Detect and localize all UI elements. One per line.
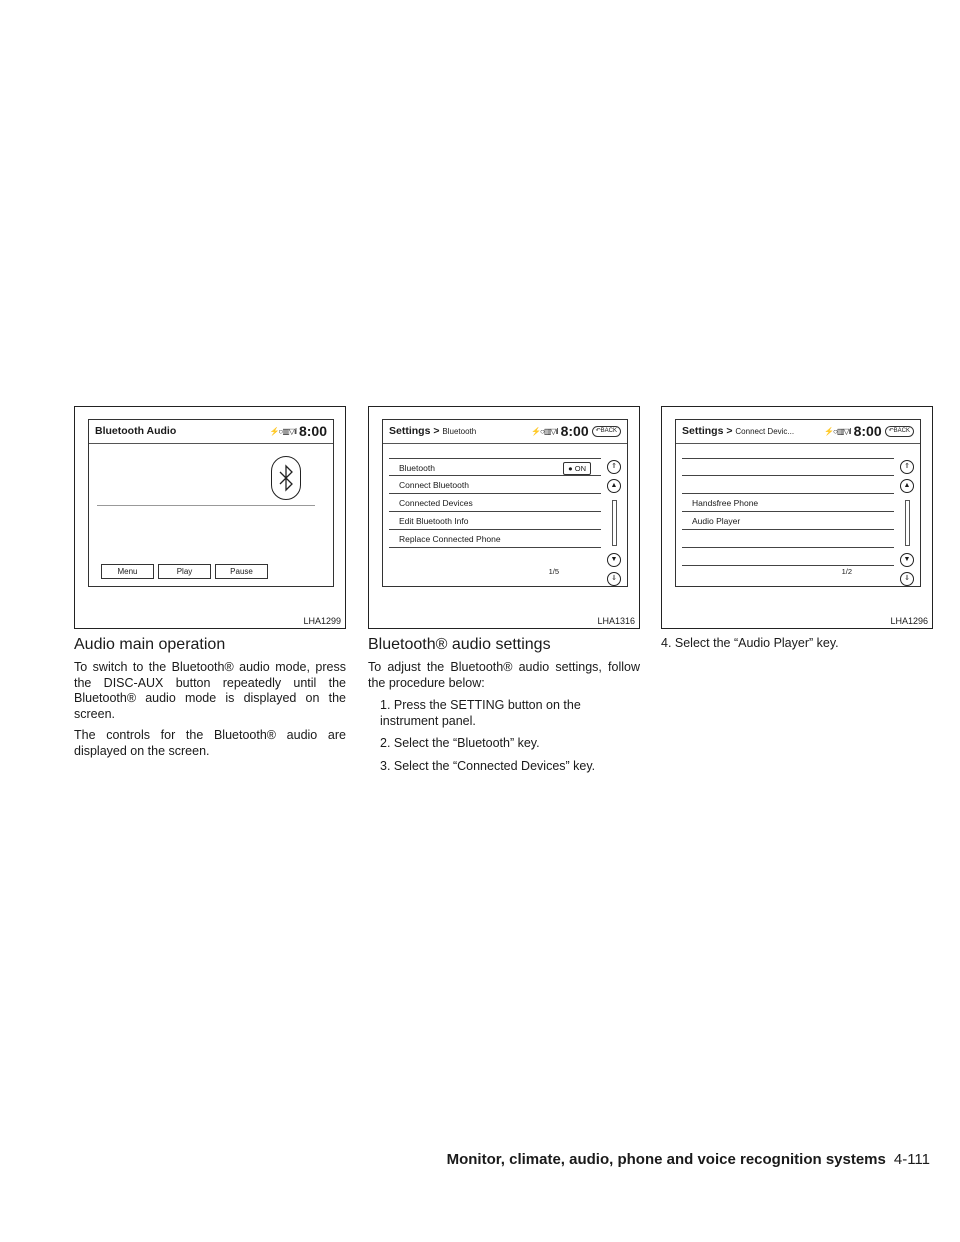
list-item-label: Handsfree Phone — [692, 498, 759, 508]
button-row — [101, 564, 268, 579]
pause-button[interactable]: Pause — [215, 564, 268, 579]
page-number: 4-111 — [893, 1151, 930, 1168]
status-area — [531, 423, 621, 439]
screen-bluetooth-audio — [88, 419, 334, 587]
menu-button[interactable]: Menu — [101, 564, 154, 579]
scroll-up-icon[interactable]: ▲ — [900, 479, 914, 493]
back-button[interactable] — [592, 426, 621, 437]
step: 2. Select the “Bluetooth” key. — [380, 736, 540, 750]
clock: 8:00 — [853, 423, 882, 439]
devices-list — [682, 458, 894, 566]
bluetooth-toggle[interactable]: ● ON — [563, 462, 591, 475]
list-item[interactable] — [682, 476, 894, 494]
figure-code: LHA1296 — [890, 616, 928, 626]
paragraph: To switch to the Bluetooth® audio mode, press the DISC-AUX button repeatedly until the Bluetooth® audio mode is displayed on the screen. — [74, 660, 346, 721]
list-item-label: Connected Devices — [399, 498, 473, 508]
page-indicator: 1/5 — [548, 567, 559, 576]
step: 4. Select the “Audio Player” key. — [661, 636, 839, 650]
settings-list — [389, 458, 601, 548]
list-item[interactable] — [389, 512, 601, 530]
screen-connected-devices — [675, 419, 921, 587]
title-sub: Connect Devic... — [735, 427, 795, 436]
step: 3. Select the “Connected Devices” key. — [380, 759, 596, 773]
title-sub: Bluetooth — [442, 427, 477, 436]
clock: 8:00 — [298, 423, 327, 439]
list-item[interactable] — [389, 530, 601, 548]
screen-title: Bluetooth Audio — [95, 425, 177, 437]
back-icon: ↶ — [595, 427, 601, 434]
list-item[interactable] — [389, 458, 601, 476]
scroll-up-icon[interactable]: ▲ — [607, 479, 621, 493]
scroll-controls — [607, 460, 621, 587]
footer-title: Monitor, climate, audio, phone and voice recognition systems — [446, 1151, 886, 1168]
list-item[interactable] — [389, 494, 601, 512]
list-item-label: Edit Bluetooth Info — [399, 516, 469, 526]
page-indicator: 1/2 — [841, 567, 852, 576]
bluetooth-logo-icon — [271, 456, 301, 500]
back-icon: ↶ — [888, 427, 894, 434]
status-icons: ⚡○▥▽ıl — [269, 426, 296, 436]
step: 1. Press the SETTING button on the instrument panel. — [380, 698, 581, 728]
status-area — [269, 423, 327, 439]
title-main: Settings > — [389, 425, 440, 437]
back-label: BACK — [600, 427, 617, 434]
list-item-label: Connect Bluetooth — [399, 480, 469, 490]
scroll-top-icon[interactable]: ⇑ — [607, 460, 621, 474]
scroll-top-icon[interactable]: ⇑ — [900, 460, 914, 474]
scroll-down-icon[interactable]: ▼ — [607, 553, 621, 567]
play-button[interactable]: Play — [158, 564, 211, 579]
list-item[interactable] — [682, 548, 894, 566]
list-item[interactable] — [682, 530, 894, 548]
list-item-label: Bluetooth — [399, 463, 435, 473]
heading-bluetooth-audio-settings: Bluetooth® audio settings — [368, 636, 551, 653]
list-item[interactable] — [682, 494, 894, 512]
title-bar — [676, 420, 920, 444]
scrollbar[interactable] — [905, 500, 910, 546]
figure-bluetooth-audio — [74, 406, 346, 629]
screen-title — [682, 425, 794, 437]
scroll-bottom-icon[interactable]: ⇓ — [900, 572, 914, 586]
back-button[interactable] — [885, 426, 914, 437]
title-bar — [89, 420, 333, 444]
heading-audio-main-operation: Audio main operation — [74, 636, 226, 653]
status-icons: ⚡○▥▽ıl — [531, 426, 558, 436]
scrollbar[interactable] — [612, 500, 617, 546]
list-item[interactable] — [682, 458, 894, 476]
screen-title — [389, 425, 476, 437]
paragraph: To adjust the Bluetooth® audio settings, follow the procedure below: — [368, 660, 640, 690]
status-area — [824, 423, 914, 439]
title-main: Settings > — [682, 425, 733, 437]
back-label: BACK — [893, 427, 910, 434]
list-item[interactable] — [682, 512, 894, 530]
figure-code: LHA1316 — [597, 616, 635, 626]
clock: 8:00 — [560, 423, 589, 439]
list-item-label: Replace Connected Phone — [399, 534, 501, 544]
page-footer — [447, 1151, 930, 1168]
scroll-down-icon[interactable]: ▼ — [900, 553, 914, 567]
scroll-bottom-icon[interactable]: ⇓ — [607, 572, 621, 586]
title-bar — [383, 420, 627, 444]
screen-bluetooth-settings — [382, 419, 628, 587]
status-icons: ⚡○▥▽ıl — [824, 426, 851, 436]
divider — [97, 505, 315, 506]
paragraph: The controls for the Bluetooth® audio are displayed on the screen. — [74, 728, 346, 758]
toggle-label: ON — [574, 464, 586, 473]
list-item[interactable] — [389, 476, 601, 494]
figure-bluetooth-settings — [368, 406, 640, 629]
figure-connected-devices — [661, 406, 933, 629]
figure-code: LHA1299 — [303, 616, 341, 626]
list-item-label: Audio Player — [692, 516, 741, 526]
scroll-controls — [900, 460, 914, 587]
